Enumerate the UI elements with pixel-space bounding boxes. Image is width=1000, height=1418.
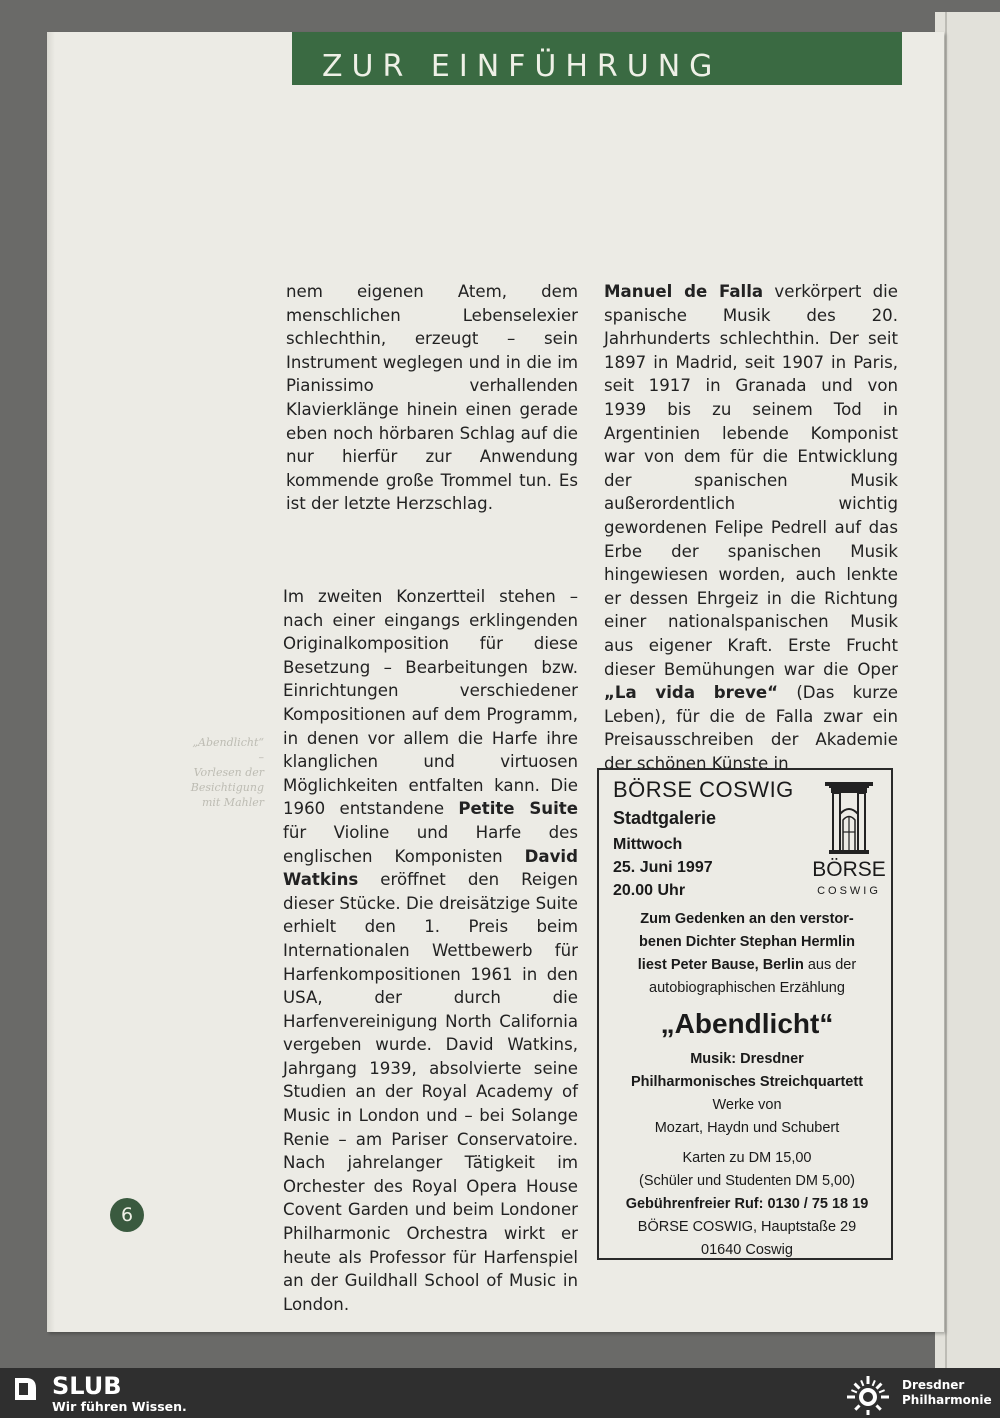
ad-works-line: Mozart, Haydn und Schubert (654, 1120, 840, 1136)
ad-text-line: autobiographischen Erzählung (649, 980, 845, 996)
page-binding-shadow (47, 32, 55, 1332)
partner-name: Dresdner Philharmonie (902, 1378, 992, 1407)
ad-venue: Stadtgalerie (613, 808, 717, 828)
ad-date: 25. Juni 1997 (613, 859, 713, 876)
ad-works-line: Werke von (712, 1097, 782, 1113)
ad-postcode: 01640 Coswig (701, 1242, 793, 1258)
slub-logo-icon (12, 1376, 38, 1402)
ad-day: Mittwoch (613, 836, 683, 853)
opera-title: „La vida breve“ (604, 683, 779, 703)
ad-music-line: Philharmonisches Streichquartett (630, 1074, 864, 1090)
event-advertisement (597, 768, 893, 1260)
ad-heading: BÖRSE COSWIG (613, 777, 794, 802)
ad-address: BÖRSE COSWIG, Hauptstaße 29 (637, 1219, 857, 1235)
ad-event-title: „Abendlicht“ (660, 1008, 834, 1039)
slub-tagline: Wir führen Wissen. (52, 1399, 187, 1414)
building-icon (809, 776, 889, 856)
page-number-badge: 6 (110, 1198, 144, 1232)
ad-text-line: benen Dichter Stephan Hermlin (639, 934, 855, 950)
ad-music-line: Musik: Dresdner (690, 1051, 804, 1067)
composer-name-watkins: David Watkins (283, 846, 578, 890)
section-title: ZUR EINFÜHRUNG (322, 49, 722, 84)
ad-time: 20.00 Uhr (613, 882, 686, 899)
logo-subword: COSWIG (817, 885, 881, 897)
ad-text-line: Zum Gedenken an den verstor- (640, 911, 854, 927)
dresdner-philharmonie-logo-icon (842, 1373, 894, 1415)
left-column-paragraph-2: Im zweiten Konzertteil stehen – nach einer eingangs erklingenden Originalkomposition für diese Besetzung – Bearbeitungen bzw. Einrichtungen verschiedener Kompositionen auf dem Programm, in denen vor allem die Harfe ihre klanglichen und virtuosen Möglichkeiten entfalten kann. Die 1960 entstandene Petite Suite für Violine und Harfe des englischen Komponisten David Watkins eröffnet den Reigen dieser Stücke. Die dreisätzige Suite erhielt den 1. Preis beim Internationalen Wettbewerb für Harfenkompositionen 1961 in den USA, der durch die Harfenvereinigung North California vergeben wurde. David Watkins, Jahrgang 1939, absolvierte seine Studien an der Royal Academy of Music in London und – bei Solange Renie – am Pariser Conservatoire. Nach jahrelanger Tätigkeit im Orchester des Royal Opera House Covent Garden und beim Londoner Philharmonic Orchestra wirkt er heute als Professor für Harfenspiel an der Guildhall School of Music in London. (283, 587, 578, 1314)
ad-ticket-line: (Schüler und Studenten DM 5,00) (638, 1173, 855, 1189)
page-fold-line (945, 12, 947, 1368)
left-column-paragraph-1: nem eigenen Atem, dem menschlichen Lebenselexier schlechthin, erzeugt – sein Instrument weglegen und in die im Pianissimo verhallenden Klavierklänge hinein einen gerade eben noch hörbaren Schlag auf die nur hierfür zur Anwendung kommende große Trommel tun. Es ist der letzte Herzschlag. (286, 282, 578, 514)
ad-text-line: liest Peter Bause, Berlin aus der (637, 957, 857, 973)
ad-phone: Gebührenfreier Ruf: 0130 / 75 18 19 (625, 1196, 869, 1212)
margin-note-showthrough: „Abendlicht“ – Vorlesen der Besichtigung mit Mahler (190, 736, 264, 809)
footer-bar (0, 1368, 1000, 1418)
logo-word: BÖRSE (812, 858, 886, 881)
work-title-petite-suite: Petite Suite (458, 799, 578, 819)
ad-ticket-line: Karten zu DM 15,00 (682, 1150, 812, 1166)
right-column-text: Manuel de Falla verkörpert die spanische Musik des 20. Jahrhunderts schlechthin. Der seit 1897 in Madrid, seit 1907 in Paris, seit 1917 in Granada und von 1939 bis zu seinem Tod in Argentinien lebende Komponist war von dem für die Entwicklung der spanischen Musik außerordentlich wichtig gewordenen Felipe Pedrell auf das Erbe der spanischen Musik hingewiesen worden, auch lenkte er dessen Ehrgeiz in die Richtung einer nationalspanischen Musik aus eigener Kraft. Erste Frucht dieser Bemühungen war die Oper „La vida breve“ (Das kurze Leben), für die de Falla zwar ein Preisausschreiben der Akademie der schönen Künste in (604, 282, 898, 773)
composer-name-de-falla: Manuel de Falla (604, 282, 764, 301)
boerse-coswig-logo (809, 776, 889, 906)
slub-name: SLUB (52, 1372, 122, 1400)
